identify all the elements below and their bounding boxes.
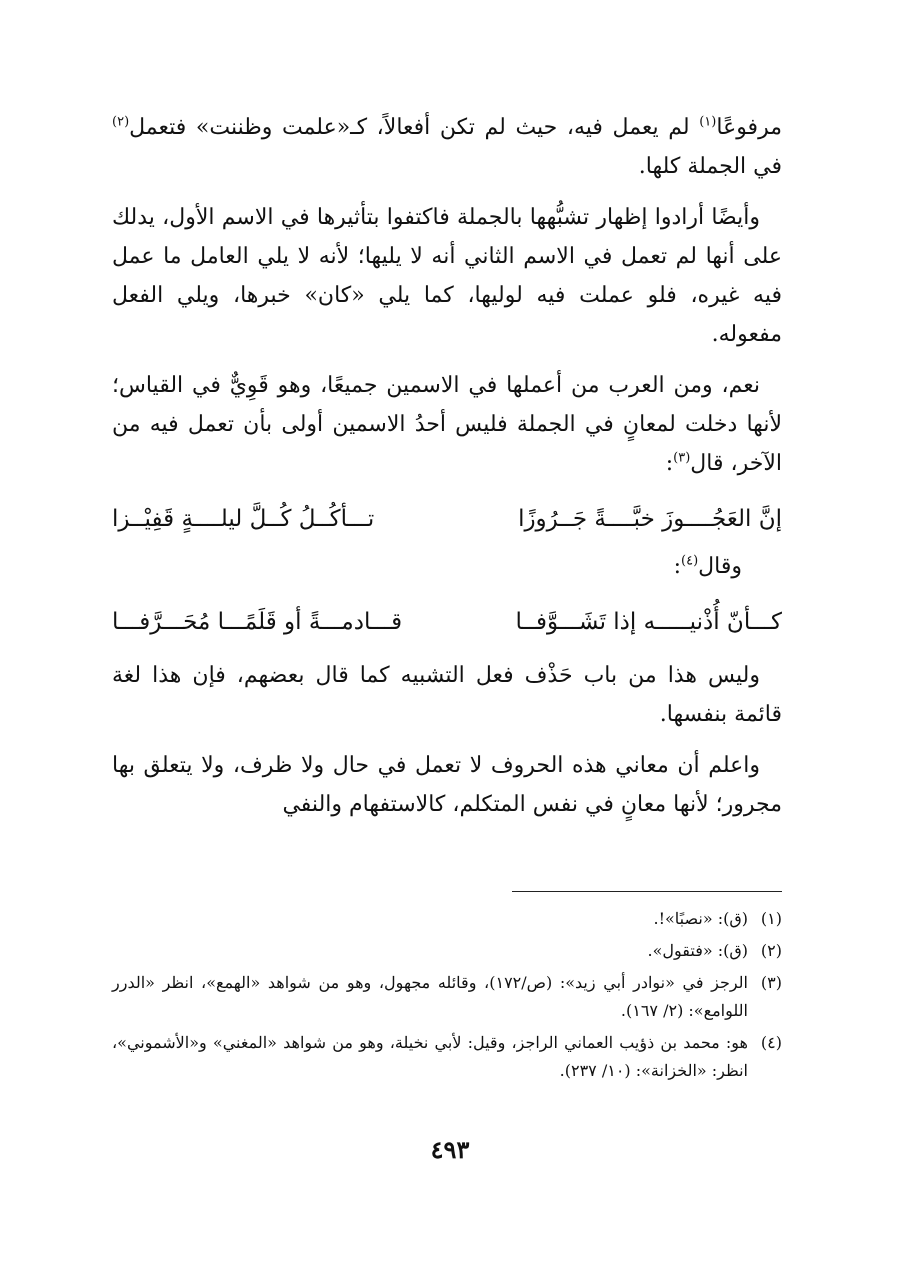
paragraph-4: وليس هذا من باب حَذْف فعل التشبيه كما قال بعضهم، فإن هذا لغة قائمة بنفسها. [112, 663, 782, 727]
footnote-separator [512, 891, 782, 892]
verse-2-second-hemistich: قـــادمـــةً أو قَلَمًـــا مُحَـــرَّفـــا [112, 609, 403, 635]
verse-2 [112, 600, 782, 644]
footnote-2 [112, 937, 782, 965]
footnote-number: (٤) [760, 1033, 782, 1052]
footnote-marker-3: (٣) [673, 450, 691, 466]
paragraph-1: مرفوعًا$^{(١)}$ لم يعمل فيه، حيث لم تكن أفعالاً، كـ«علمت وظننت» فتعمل$^{(٢)}$ في الجملة كلها. [112, 114, 782, 179]
footnote-number: (٢) [760, 941, 782, 960]
page-number: ٤٩٣ [430, 1135, 470, 1164]
footnote-text: الرجز في «نوادر أبي زيد»: (ص/١٧٢)، وقائله مجهول، وهو من شواهد «الهمع»، انظر «الدرر اللوامع»: (٢/ ١٦٧). [112, 973, 748, 1020]
footnote-4 [112, 1029, 782, 1085]
verse-2-first-hemistich: كـــأنّ أُذْنيـــــه إذا تَشَـــوَّفــا [515, 609, 782, 635]
footnote-number: (١) [760, 909, 782, 928]
footnote-text: (ق): «نصبًا»!. [653, 909, 748, 928]
paragraph-2: وأيضًا أرادوا إظهار تشبُّهها بالجملة فاكتفوا بتأثيرها في الاسم الأول، يدلك على أنها لم تعمل في الاسم الثاني أنه لا يليها؛ لأنه لا يلي العامل ما عمل فيه غيره، فلو عملت فيه لوليها، كما يلي «كان» خبرها، ويلي الفعل مفعوله. [112, 205, 782, 347]
paragraph-3: نعم، ومن العرب من أعملها في الاسمين جميعًا، وهو قَوِيٌّ في القياس؛ لأنها دخلت لمعانٍ في الجملة فليس أحدُ الاسمين أولى بأن تعمل فيه من الآخر، قال$^{(٣)}$: [112, 373, 782, 476]
footnote-marker-2: (٢) [112, 114, 130, 130]
verse-1 [112, 497, 782, 541]
footnote-1 [112, 905, 782, 933]
paragraph-5: واعلم أن معاني هذه الحروف لا تعمل في حال ولا ظرف، ولا يتعلق بها مجرور؛ لأنها معانٍ في نفس المتكلم، كالاستفهام والنفي [112, 753, 782, 817]
footnote-number: (٣) [760, 973, 782, 992]
footnote-text: (ق): «فتقول». [647, 941, 748, 960]
footnote-text: هو: محمد بن ذؤيب العماني الراجز، وقيل: لأبي نخيلة، وهو من شواهد «المغني» و«الأشموني»، انظر: «الخزانة»: (١٠/ ٢٣٧). [112, 1033, 748, 1080]
verse-2-intro: وقال$^{(٤)}$: [673, 553, 742, 579]
main-text [112, 108, 782, 824]
footnote-marker-1: (١) [699, 114, 717, 130]
verse-1-second-hemistich: تـــأكُــلُ كُــلَّ ليلــــةٍ قَفِيْــزا [112, 506, 375, 532]
footnote-3 [112, 969, 782, 1025]
verse-1-first-hemistich: إنَّ العَجُــــوزَ خبَّــــةً جَــرُوزًا [518, 506, 782, 532]
footnotes [112, 905, 782, 1089]
footnote-marker-4: (٤) [681, 553, 699, 569]
